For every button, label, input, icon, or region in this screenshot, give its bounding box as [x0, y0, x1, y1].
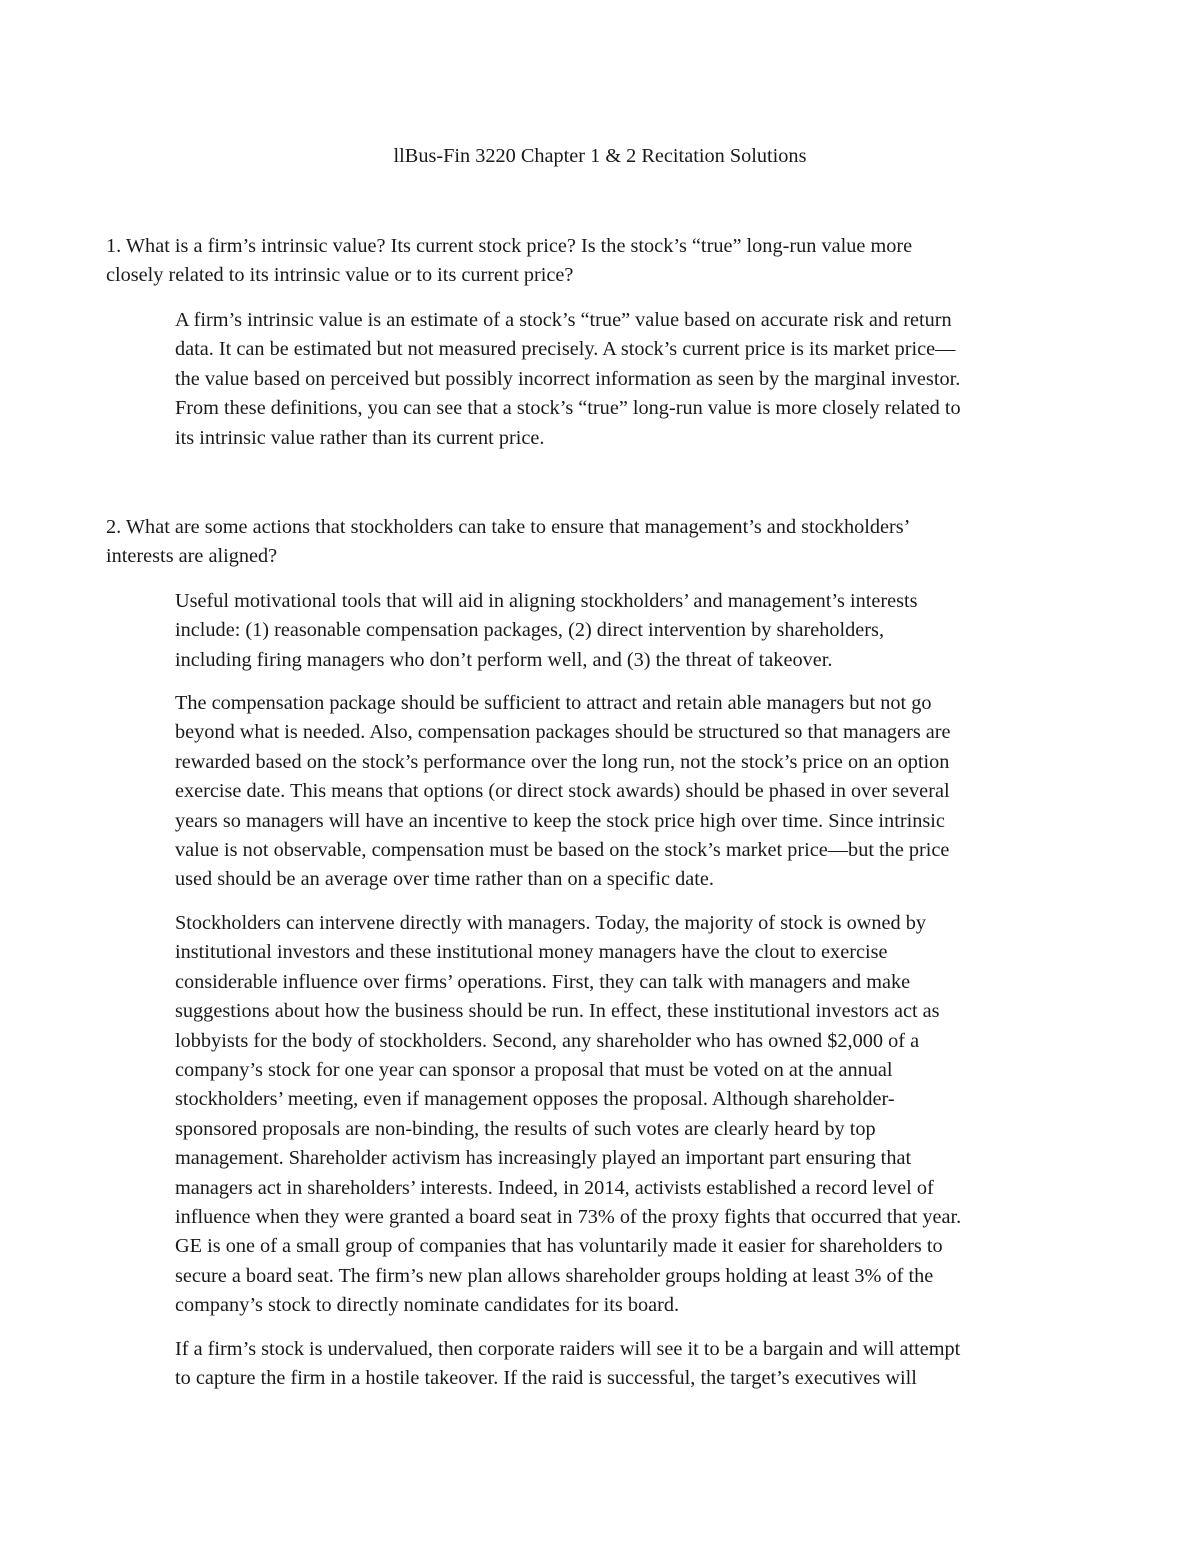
answer-2-line: value is not observable, compensation must be based on the stock’s market price—but the price — [175, 838, 950, 861]
answer-2-line: Useful motivational tools that will aid in aligning stockholders’ and management’s interests — [175, 590, 918, 612]
question-1-line: closely related to its intrinsic value or to its current price? — [106, 264, 574, 287]
answer-2-line: management. Shareholder activism has increasingly played an important part ensuring that — [175, 1147, 912, 1170]
answer-2-line: secure a board seat. The firm’s new plan allows shareholder groups holding at least 3% of the — [175, 1264, 934, 1287]
answer-2-line: considerable influence over firms’ operations. First, they can talk with managers and make — [175, 970, 911, 993]
answer-2-line: company’s stock for one year can sponsor a proposal that must be voted on at the annual — [175, 1058, 893, 1081]
answer-2-line: If a firm’s stock is undervalued, then corporate raiders will see it to be a bargain and will attempt — [175, 1338, 961, 1360]
answer-2-line: beyond what is needed. Also, compensation packages should be structured so that managers are — [175, 721, 951, 744]
answer-2-line: rewarded based on the stock’s performance over the long run, not the stock’s price on an option — [175, 750, 950, 773]
question-2-line: 2. What are some actions that stockholders can take to ensure that management’s and stockholders’ — [106, 516, 911, 538]
answer-2-line: GE is one of a small group of companies that has voluntarily made it easier for shareholders to — [175, 1235, 943, 1258]
answer-2-paragraph-4 — [175, 1335, 1115, 1394]
answer-2-line: Stockholders can intervene directly with managers. Today, the majority of stock is owned by — [175, 912, 927, 934]
answer-2-line: influence when they were granted a board seat in 73% of the proxy fights that occurred that year. — [175, 1205, 962, 1228]
answer-2-line: The compensation package should be sufficient to attract and retain able managers but not go — [175, 692, 932, 714]
answer-2-line: including firing managers who don’t perform well, and (3) the threat of takeover. — [175, 648, 833, 671]
answer-2-line: sponsored proposals are non-binding, the results of such votes are clearly heard by top — [175, 1117, 876, 1140]
answer-2-line: lobbyists for the body of stockholders. Second, any shareholder who has owned $2,000 of a — [175, 1029, 920, 1052]
answer-2-paragraph-2 — [175, 689, 1115, 895]
question-2 — [106, 513, 1066, 572]
answer-2-line: suggestions about how the business should be run. In effect, these institutional investors act as — [175, 1000, 940, 1023]
answer-2-line: include: (1) reasonable compensation packages, (2) direct intervention by shareholders, — [175, 619, 885, 642]
answer-1-line: A firm’s intrinsic value is an estimate of a stock’s “true” value based on accurate risk and return — [175, 309, 952, 331]
answer-2-line: to capture the firm in a hostile takeover. If the raid is successful, the target’s executives will — [175, 1367, 917, 1390]
question-1-line: 1. What is a firm’s intrinsic value? Its current stock price? Is the stock’s “true” long-run value more — [106, 235, 913, 257]
answer-2-line: exercise date. This means that options (or direct stock awards) should be phased in over several — [175, 780, 950, 803]
answer-1-line: the value based on perceived but possibly incorrect information as seen by the marginal investor. — [175, 367, 961, 390]
answer-1 — [175, 306, 1115, 453]
answer-2-line: institutional investors and these institutional money managers have the clout to exercise — [175, 941, 888, 964]
answer-1-line: its intrinsic value rather than its current price. — [175, 426, 545, 449]
answer-2-paragraph-1 — [175, 587, 1115, 675]
answer-2-line: stockholders’ meeting, even if management opposes the proposal. Although shareholder- — [175, 1088, 895, 1111]
answer-2-line: managers act in shareholders’ interests. Indeed, in 2014, activists established a record level of — [175, 1176, 934, 1199]
question-1 — [106, 232, 1066, 291]
question-2-line: interests are aligned? — [106, 545, 278, 568]
answer-2-line: years so managers will have an incentive to keep the stock price high over time. Since intrinsic — [175, 809, 945, 832]
answer-2-paragraph-3 — [175, 909, 1115, 1320]
answer-1-line: data. It can be estimated but not measured precisely. A stock’s current price is its market price— — [175, 338, 956, 361]
answer-2-line: company’s stock to directly nominate candidates for its board. — [175, 1294, 680, 1317]
answer-1-line: From these definitions, you can see that a stock’s “true” long-run value is more closely related to — [175, 397, 961, 420]
answer-2-line: used should be an average over time rather than on a specific date. — [175, 868, 714, 891]
document-title: llBus-Fin 3220 Chapter 1 & 2 Recitation Solutions — [393, 145, 807, 167]
